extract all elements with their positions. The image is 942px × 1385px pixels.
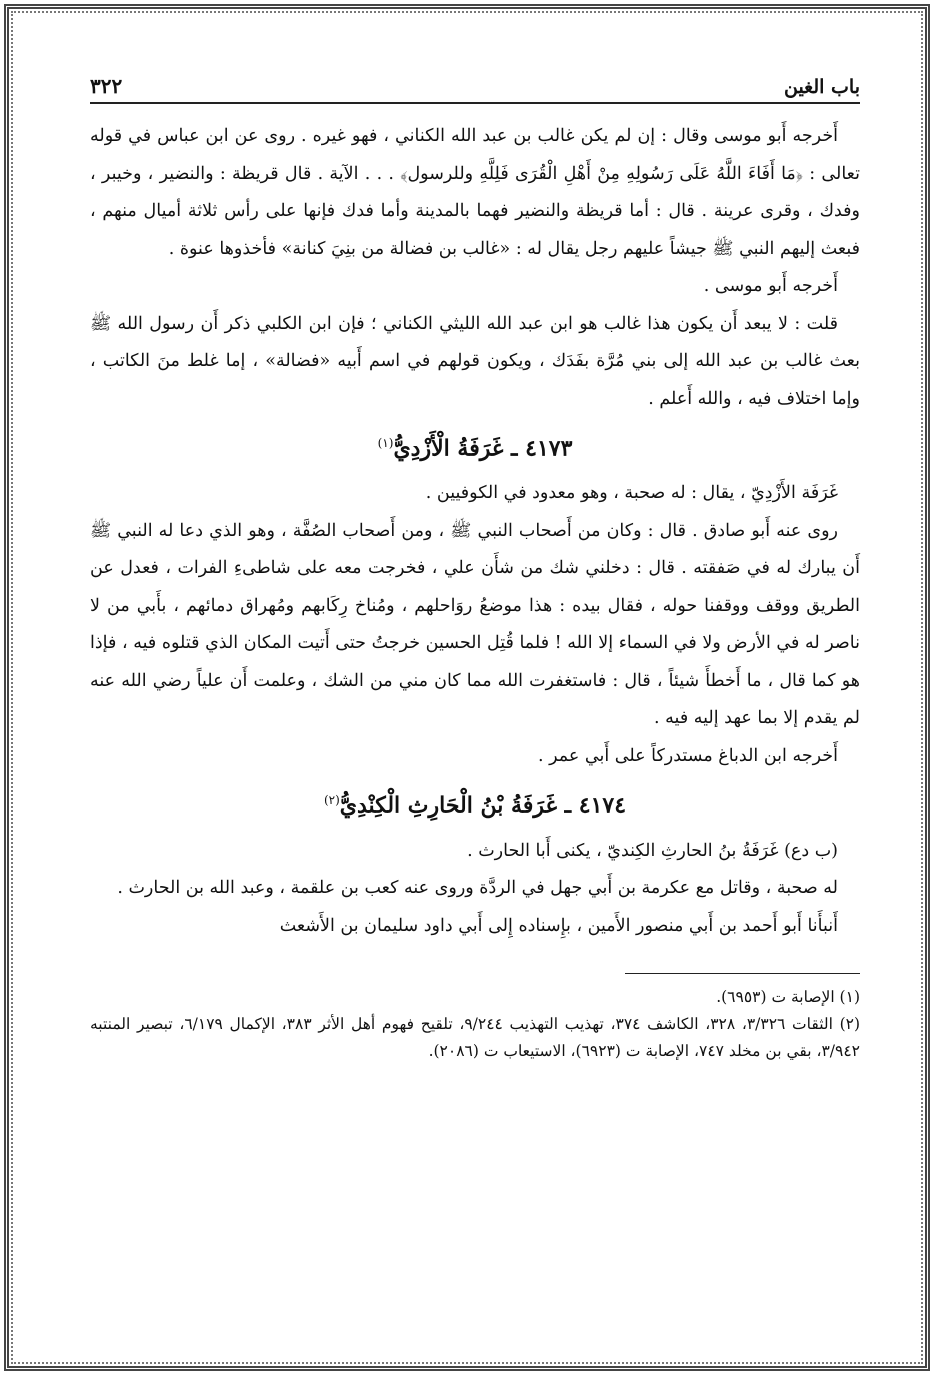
- footnote: (٢) الثقات ٣/٣٢٦، ٣٢٨، الكاشف ٣٧٤، تهذيب التهذيب ٩/٢٤٤، تلقيح فهوم أهل الأثر ٣٨٣، الإكمال ٦/١٧٩، تبصير المنتبه ٣/٩٤٢، بقي بن مخلد ٧٤٧، الإصابة ت (٦٩٢٣)، الاستيعاب ت (٢٠٨٦).: [90, 1015, 861, 1061]
- paragraph: أَنبأَنا أَبو أَحمد بن أَبي منصور الأَمين ، بإِسناده إِلى أَبي داود سليمان بن الأَشعث: [279, 915, 838, 936]
- entry-heading-text: ٤١٧٣ ـ غَرَفَةُ الْأَزْدِيُّ: [393, 435, 573, 462]
- page-number: ٣٢٢: [90, 74, 123, 98]
- paragraph: روى عنه أَبو صادق . قال : وكان من أَصحاب النبي ﷺ ، ومن أَصحاب الصُفَّة ، وهو الذي دعا له النبي ﷺ أَن يبارك له في صَفقته . قال : دخلني شك من شأَن علي ، فخرجت معه على شاطىءِ الفرات ، فعدل عن الطريق ووقف ووقفنا حوله ، فقال بيده : هذا موضعُ روَاحلهم ، ومُناخ رِكَابهم ومُهراق دمائهم ، بأَبي من لا ناصر له في الأرض ولا في السماء إلا الله ! فلما قُتِل الحسين خرجتُ حتى أَتيت المكان الذي قتلوه فيه ، فإذا هو كما قال ، ما أَخطأَ شيئاً ، قال : فاستغفرت الله مما كان مني من الشك ، وعلمت أَن علياً رضي الله عنه لم يقدم إلا بما عهد إليه فيه .: [90, 520, 860, 729]
- document-page: [90, 68, 860, 1318]
- paragraph: قلت : لا يبعد أَن يكون هذا غالب هو ابن عبد الله الليثي الكناني ؛ فإن ابن الكلبي ذكر أَن رسول الله ﷺ بعث غالب بن عبد الله إلى بني مُرَّة بفَدَك ، ويكون قولهم في اسم أَبيه «فضالة» ، إما غلط منَ الكاتب ، وإما اختلاف فيه ، والله أَعلم .: [90, 313, 860, 409]
- footnote: (١) الإصابة ت (٦٩٥٣).: [716, 988, 860, 1007]
- entry-heading: [90, 420, 860, 471]
- paragraph: (ب دع) غَرَفَةُ بنُ الحارثِ الكِنديّ ، يكنى أَبا الحارث .: [467, 840, 838, 861]
- paragraph: غَرَفَة الأَزْدِيّ ، يقال : له صحبة ، وهو معدود في الكوفيين .: [425, 483, 838, 504]
- paragraph: أَخرجه أَبو موسى .: [703, 276, 838, 296]
- footnote-ref: (١): [377, 436, 394, 450]
- paragraph: له صحبة ، وقاتل مع عكرمة بن أَبي جهل في الردَّة وروى عنه كعب بن علقمة ، وعبد الله بن الحارث .: [117, 878, 838, 899]
- main-text: [90, 118, 860, 945]
- paragraph: أَخرجه ابن الدباغ مستدركاً على أَبي عمر .: [537, 745, 838, 766]
- running-header: [90, 68, 860, 104]
- paragraph: أَخرجه أَبو موسى وقال : إن لم يكن غالب بن عبد الله الكناني ، فهو غيره . روى عن ابن عباس في قوله تعالى : ﴿مَا أَفَاءَ اللَّهُ عَلَى رَسُولِهِ مِنْ أَهْلِ الْقُرَى فَلِلَّهِ وللرسول﴾ . . . الآية . قال قريظة : والنضير ، وخيبر ، وفدك ، وقرى عرينة . قال : أما قريظة والنضير فهما بالمدينة وأما فدك فإنها على رأس ثلاثة أميال منهم ، فبعث إليهم النبي ﷺ جيشاً عليهم رجل يقال له : «غالب بن فضالة من بنِيَ كنانة» فأخذوها عنوة .: [90, 126, 860, 259]
- entry-heading-text: ٤١٧٤ ـ غَرَفَةُ بْنُ الْحَارِثِ الْكِنْدِيُّ: [339, 792, 627, 819]
- footnote-ref: (٢): [323, 793, 340, 808]
- entry-heading: [90, 777, 860, 828]
- footnote-separator: [625, 973, 860, 974]
- chapter-title: باب الغين: [783, 76, 860, 98]
- footnotes: [90, 984, 860, 1065]
